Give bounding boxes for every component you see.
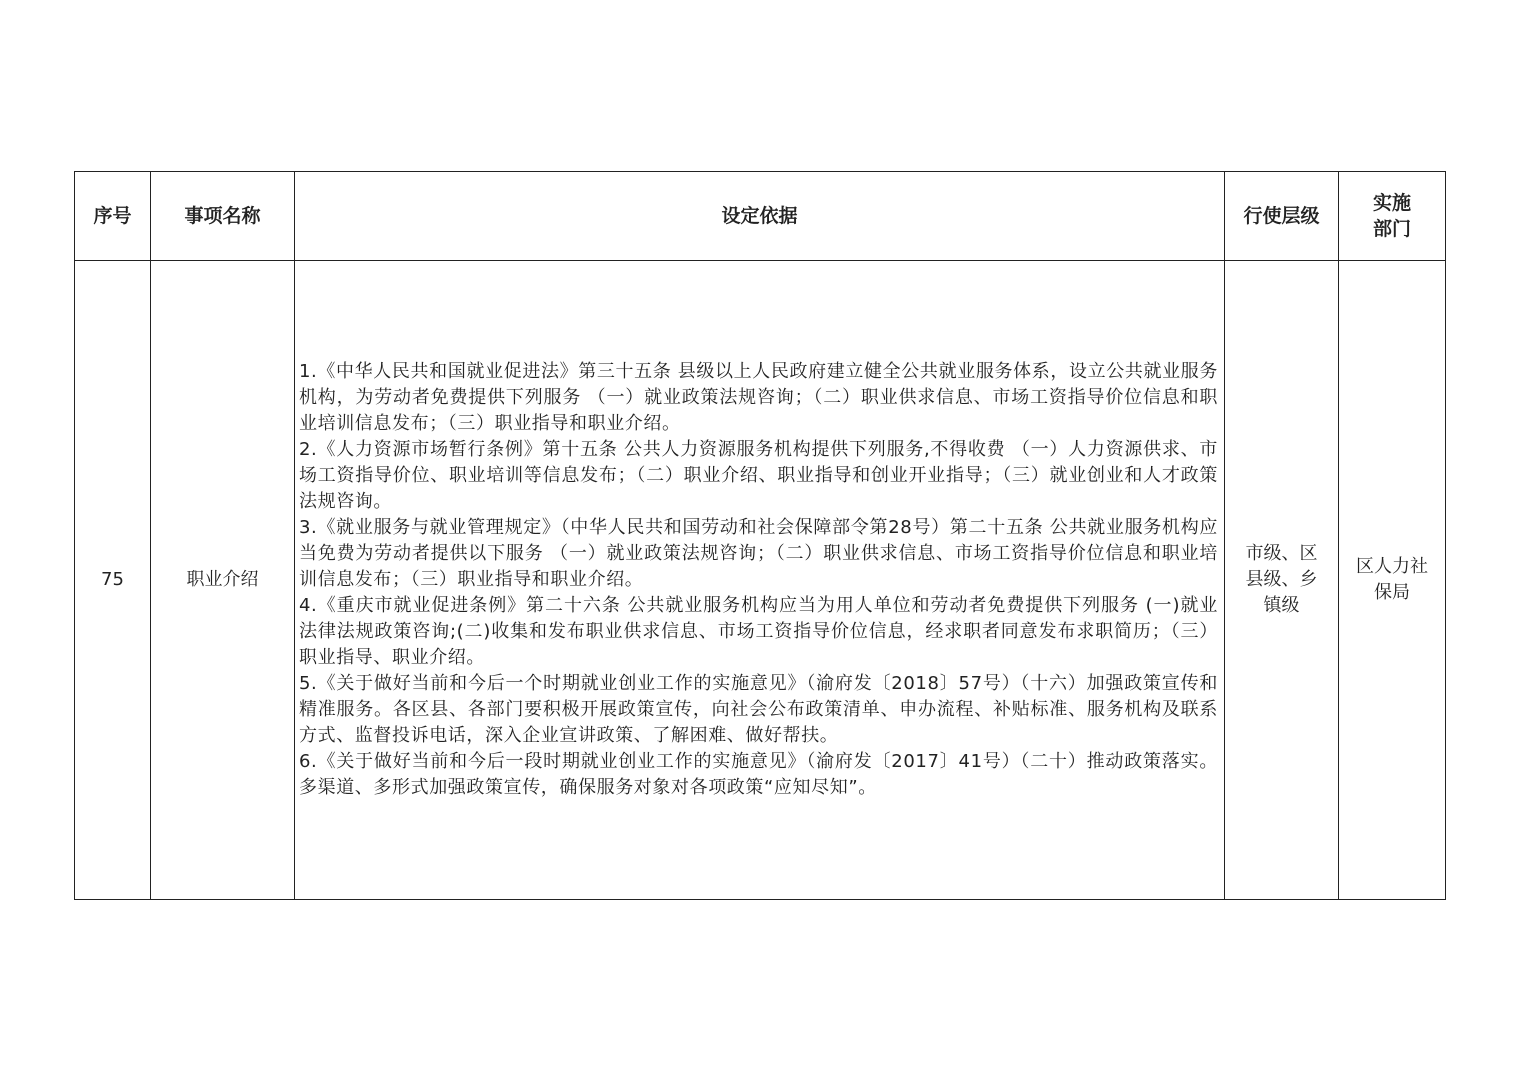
department-line: 保局 bbox=[1374, 582, 1410, 603]
level-line: 县级、乡 bbox=[1245, 569, 1318, 590]
basis-clause: 6.《关于做好当前和今后一段时期就业创业工作的实施意见》（渝府发〔2017〕41号）（二十）推动政策落实。多渠道、多形式加强政策宣传，确保服务对象对各项政策“应知尽知”。 bbox=[299, 751, 1218, 798]
basis-clause: 3.《就业服务与就业管理规定》（中华人民共和国劳动和社会保障部令第28号）第二十五条 公共就业服务机构应当免费为劳动者提供以下服务 （一）就业政策法规咨询；（二）职业供求信息、市场工资指导价位信息和职业培训信息发布；（三）职业指导和职业介绍。 bbox=[299, 517, 1218, 590]
level-line: 市级、区 bbox=[1245, 543, 1318, 564]
header-department-line: 部门 bbox=[1372, 218, 1411, 240]
header-level: 行使层级 bbox=[1225, 172, 1339, 261]
department-line: 区人力社 bbox=[1356, 556, 1428, 577]
header-department bbox=[1339, 172, 1446, 261]
header-department-line: 实施 bbox=[1372, 192, 1411, 214]
level-line: 镇级 bbox=[1263, 595, 1300, 616]
header-item-name: 事项名称 bbox=[151, 172, 295, 261]
basis-clause: 5.《关于做好当前和今后一个时期就业创业工作的实施意见》（渝府发〔2018〕57号）（十六）加强政策宣传和精准服务。各区县、各部门要积极开展政策宣传，向社会公布政策清单、申办流程、补贴标准、服务机构及联系方式、监督投诉电话，深入企业宣讲政策、了解困难、做好帮扶。 bbox=[299, 673, 1218, 746]
table-header-row bbox=[75, 172, 1446, 261]
header-basis: 设定依据 bbox=[295, 172, 1225, 261]
basis-clause: 1.《中华人民共和国就业促进法》第三十五条 县级以上人民政府建立健全公共就业服务体系，设立公共就业服务机构，为劳动者免费提供下列服务 （一）就业政策法规咨询；（二）职业供求信息、市场工资指导价位信息和职业培训信息发布；（三）职业指导和职业介绍。 bbox=[299, 361, 1218, 434]
basis-clause: 4.《重庆市就业促进条例》第二十六条 公共就业服务机构应当为用人单位和劳动者免费提供下列服务 (一)就业法律法规政策咨询;(二)收集和发布职业供求信息、市场工资指导价位信息，经求职者同意发布求职简历；（三）职业指导、职业介绍。 bbox=[299, 595, 1218, 668]
header-index: 序号 bbox=[75, 172, 151, 261]
row-item-name: 职业介绍 bbox=[151, 261, 295, 900]
row-basis bbox=[295, 261, 1225, 900]
table-row bbox=[75, 261, 1446, 900]
row-department bbox=[1339, 261, 1446, 900]
basis-clause: 2.《人力资源市场暂行条例》第十五条 公共人力资源服务机构提供下列服务,不得收费 （一）人力资源供求、市场工资指导价位、职业培训等信息发布；（二）职业介绍、职业指导和创业开业指导；（三）就业创业和人才政策法规咨询。 bbox=[299, 439, 1218, 512]
administrative-items-table bbox=[74, 171, 1446, 900]
row-index: 75 bbox=[75, 261, 151, 900]
row-level bbox=[1225, 261, 1339, 900]
